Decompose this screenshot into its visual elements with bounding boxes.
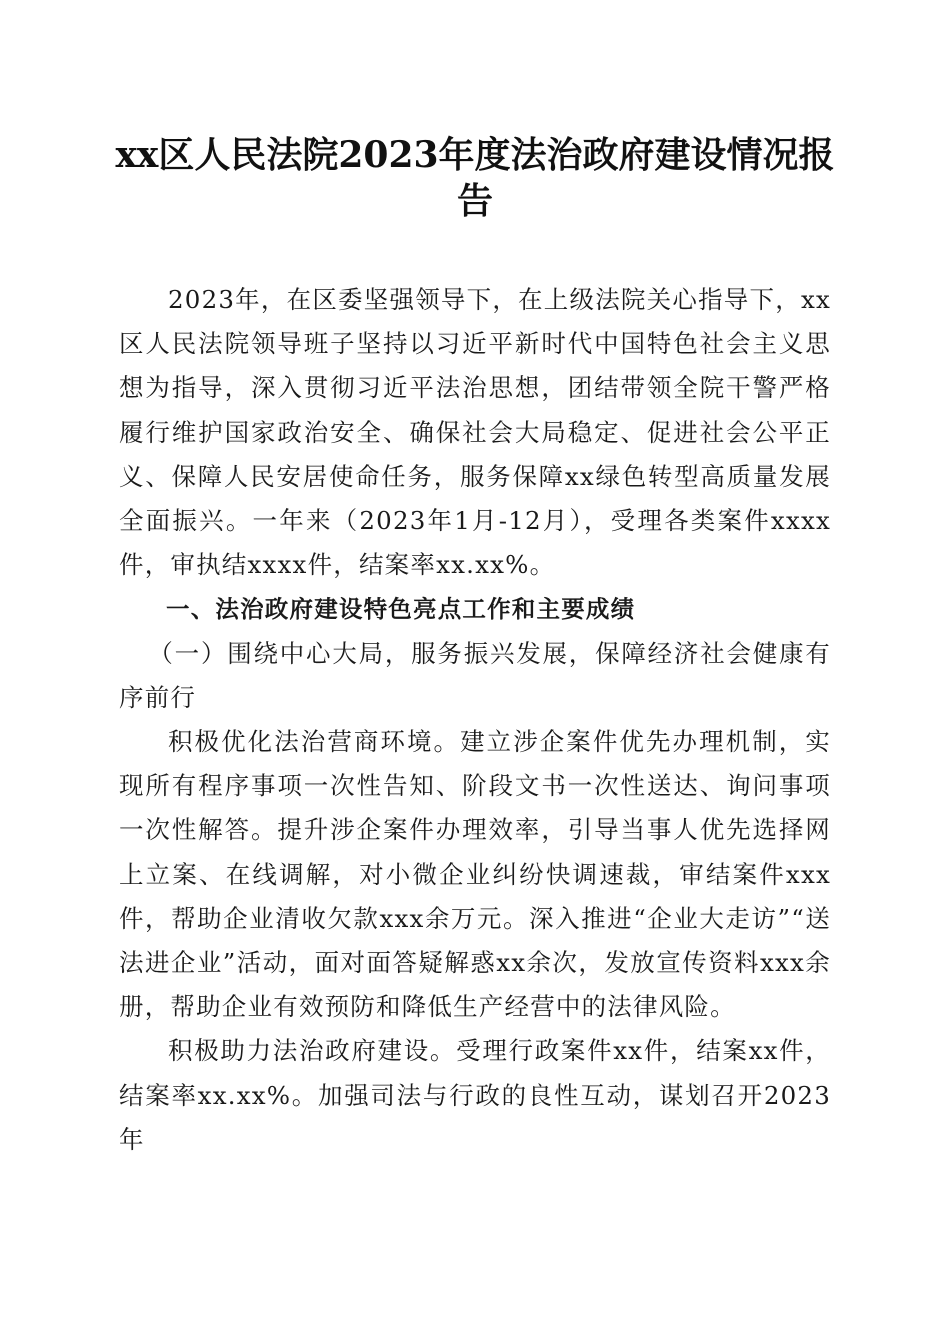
document-title: xx区人民法院2023年度法治政府建设情况报告 — [115, 134, 835, 222]
document-body — [119, 278, 831, 1162]
subsection-heading-1: （一）围绕中心大局，服务振兴发展，保障经济社会健康有序前行 — [119, 638, 831, 712]
section-heading-1: 一、法治政府建设特色亮点工作和主要成绩 — [166, 595, 636, 624]
rule-of-law-government-paragraph: 积极助力法治政府建设。受理行政案件xx件，结案xx件，结案率xx.xx%。加强司法与行政的良性互动，谋划召开2023年 — [119, 1036, 831, 1154]
business-environment-paragraph: 积极优化法治营商环境。建立涉企案件优先办理机制，实现所有程序事项一次性告知、阶段文书一次性送达、询问事项一次性解答。提升涉企案件办理效率，引导当事人优先选择网上立案、在线调解，对小微企业纠纷快调速裁，审结案件xxx件，帮助企业清收欠款xxx余万元。深入推进“企业大走访”“送法进企业”活动，面对面答疑解惑xx余次，发放宣传资料xxx余册，帮助企业有效预防和降低生产经营中的法律风险。 — [119, 727, 831, 1022]
intro-paragraph: 2023年，在区委坚强领导下，在上级法院关心指导下，xx区人民法院领导班子坚持以习近平新时代中国特色社会主义思想为指导，深入贯彻习近平法治思想，团结带领全院干警严格履行维护国家政治安全、确保社会大局稳定、促进社会公平正义、保障人民安居使命任务，服务保障xx绿色转型高质量发展全面振兴。一年来（2023年1月-12月），受理各类案件xxxx件，审执结xxxx件，结案率xx.xx%。 — [119, 285, 831, 580]
